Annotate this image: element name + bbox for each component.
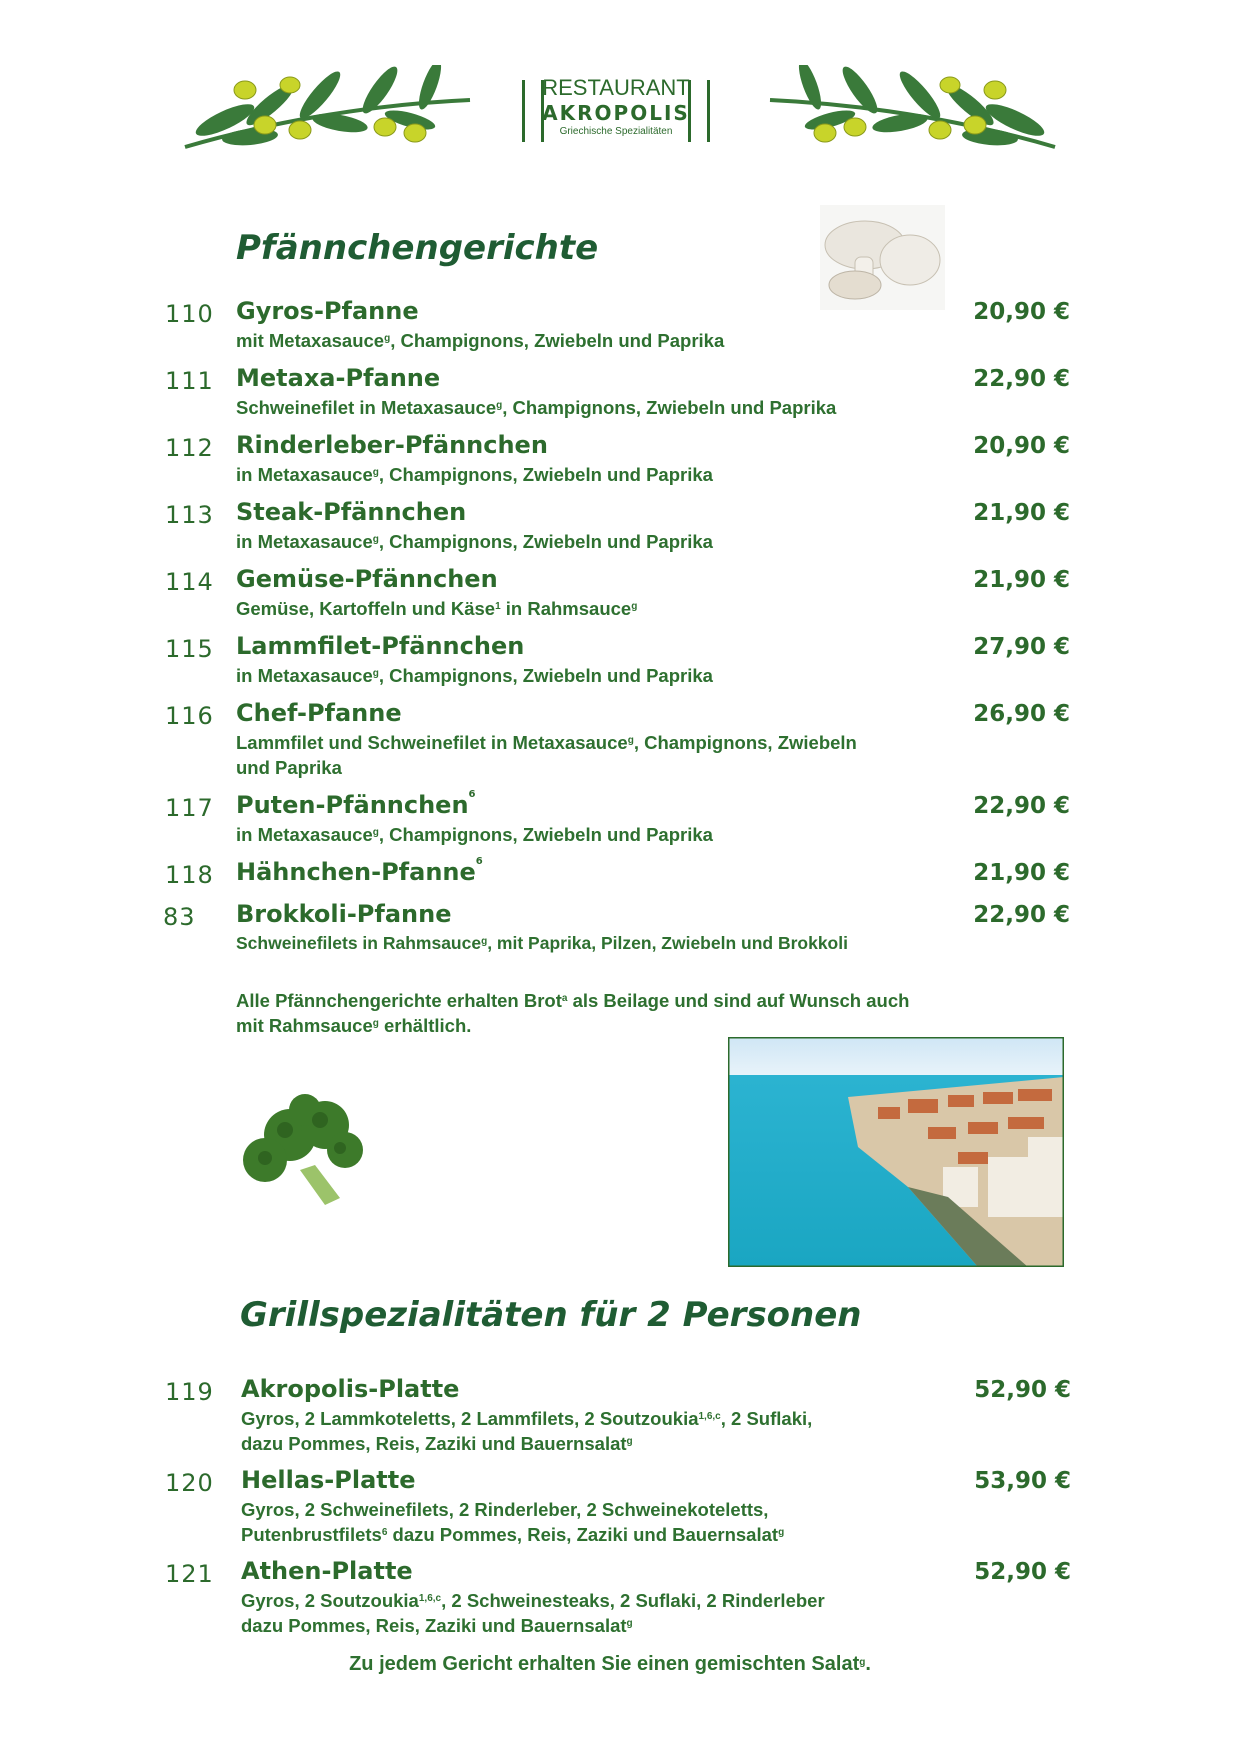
item-number: 111 (165, 367, 214, 395)
dish-description: Gyros, 2 Lammkoteletts, 2 Lammfilets, 2 Soutzoukia$^{1,6,c}$, 2 Suflaki, dazu Pommes, Reis, Zaziki und Bauernsalat$^g$ (241, 1408, 813, 1454)
item-number: 116 (165, 702, 214, 730)
dish-name: Chef-Pfanne (236, 699, 402, 727)
section-heading-grillspezialitaeten: Grillspezialitäten für 2 Personen (240, 1295, 862, 1335)
item-number: 114 (165, 568, 214, 596)
dish-description: in Metaxasauce$^g$, Champignons, Zwiebeln und Paprika (236, 665, 713, 686)
dish-price: 21,90 € (973, 500, 1070, 526)
logo-restaurant-text: RESTAURANT (542, 75, 690, 100)
dish-description: Gyros, 2 Soutzoukia$^{1,6,c}$, 2 Schweinesteaks, 2 Suflaki, 2 Rinderleber dazu Pommes, Reis, Zaziki und Bauernsalat$^g$ (241, 1590, 825, 1636)
logo-column-left (522, 80, 544, 142)
item-number: 115 (165, 635, 214, 663)
dish-name: Puten-Pfännchen$^6$ (236, 789, 476, 819)
item-number: 113 (165, 501, 214, 529)
dish-name: Hähnchen-Pfanne$^6$ (236, 856, 483, 886)
dish-description: in Metaxasauce$^g$, Champignons, Zwiebeln und Paprika (236, 464, 713, 485)
dish-name: Steak-Pfännchen (236, 498, 467, 526)
dish-price: 21,90 € (973, 567, 1070, 593)
section1-note: Alle Pfännchengerichte erhalten Brot$^a$ als Beilage und sind auf Wunsch auch mit Rahmsauce$^g$ erhältlich. (236, 990, 910, 1036)
dish-description: mit Metaxasauce$^g$, Champignons, Zwiebeln und Paprika (236, 330, 725, 351)
dish-description: Gyros, 2 Schweinefilets, 2 Rinderleber, 2 Schweinekoteletts, Putenbrustfilets$^6$ dazu Pommes, Reis, Zaziki und Bauernsalat$^g$ (241, 1499, 785, 1545)
item-number: 83 (163, 903, 196, 931)
item-number: 121 (165, 1560, 214, 1588)
dish-price: 20,90 € (973, 299, 1070, 325)
dish-price: 26,90 € (973, 701, 1070, 727)
logo-akropolis-text: AKROPOLIS (542, 101, 690, 125)
dish-name: Metaxa-Pfanne (236, 364, 441, 392)
dish-price: 22,90 € (973, 793, 1070, 819)
item-number: 118 (165, 861, 214, 889)
logo-column-right (688, 80, 710, 142)
dish-description: in Metaxasauce$^g$, Champignons, Zwiebeln und Paprika (236, 824, 713, 845)
dish-name: Lammfilet-Pfännchen (236, 632, 525, 660)
footer-note: Zu jedem Gericht erhalten Sie einen gemischten Salat$^g$. (349, 1653, 871, 1675)
dish-price: 22,90 € (973, 902, 1070, 928)
restaurant-logo (516, 76, 716, 146)
coastal-town-photo (728, 1037, 1064, 1267)
dish-description: in Metaxasauce$^g$, Champignons, Zwiebeln und Paprika (236, 531, 713, 552)
olive-branch-left-icon (180, 65, 480, 155)
dish-price: 53,90 € (974, 1468, 1071, 1494)
dish-name: Hellas-Platte (241, 1466, 416, 1494)
dish-description: Lammfilet und Schweinefilet in Metaxasauce$^g$, Champignons, Zwiebeln und Paprika (236, 732, 857, 778)
item-number: 120 (165, 1469, 214, 1497)
item-number: 119 (165, 1378, 214, 1406)
dish-price: 20,90 € (973, 433, 1070, 459)
dish-description: Schweinefilets in Rahmsauce$^g$, mit Paprika, Pilzen, Zwiebeln und Brokkoli (236, 933, 848, 953)
dish-name: Rinderleber-Pfännchen (236, 431, 548, 459)
dish-name: Athen-Platte (241, 1557, 413, 1585)
mushroom-image (820, 205, 945, 310)
dish-name: Gyros-Pfanne (236, 297, 419, 325)
dish-price: 52,90 € (974, 1377, 1071, 1403)
dish-name: Gemüse-Pfännchen (236, 565, 498, 593)
dish-name: Akropolis-Platte (241, 1375, 460, 1403)
section-heading-pfaennchengerichte: Pfännchengerichte (236, 228, 599, 268)
olive-branch-right-icon (760, 65, 1060, 155)
broccoli-image (230, 1090, 380, 1215)
dish-price: 22,90 € (973, 366, 1070, 392)
item-number: 112 (165, 434, 214, 462)
dish-description: Gemüse, Kartoffeln und Käse$^1$ in Rahmsauce$^g$ (236, 598, 638, 619)
dish-name: Brokkoli-Pfanne (236, 900, 452, 928)
item-number: 117 (165, 794, 214, 822)
dish-price: 27,90 € (973, 634, 1070, 660)
logo-subtitle-text: Griechische Spezialitäten (559, 126, 673, 137)
dish-price: 21,90 € (973, 860, 1070, 886)
dish-description: Schweinefilet in Metaxasauce$^g$, Champignons, Zwiebeln und Paprika (236, 397, 837, 418)
item-number: 110 (165, 300, 214, 328)
dish-price: 52,90 € (974, 1559, 1071, 1585)
